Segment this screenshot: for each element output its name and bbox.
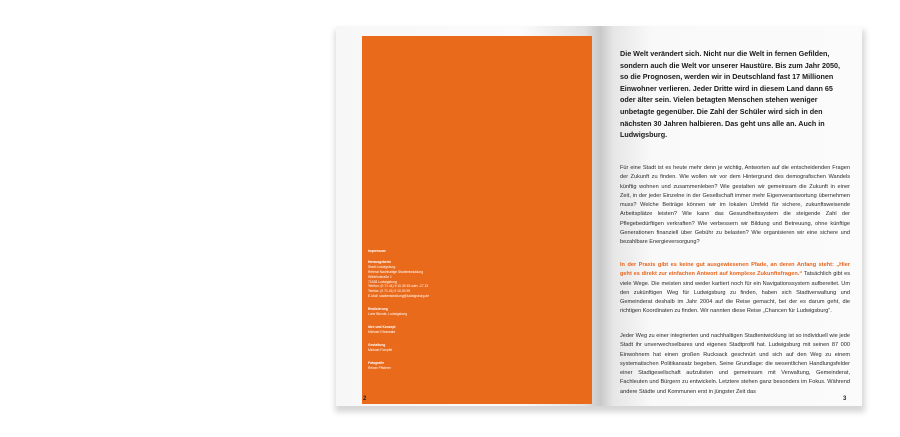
herausgeberin-line: E-Mail: stadtentwicklung@ludwigsburg.de — [368, 294, 430, 299]
left-page — [336, 26, 600, 406]
herausgeberin-line: 71638 Ludwigsburg — [368, 279, 397, 284]
herausgeberin-line: Telefax: (0 71 41) 9 10-30 99 — [368, 289, 411, 294]
right-page — [600, 26, 862, 406]
herausgeberin-heading: Herausgeberin — [368, 259, 392, 264]
fotografie-heading: Fotografie — [368, 360, 385, 365]
fotografie-value: Reiner Pfisterer — [368, 365, 391, 370]
realisierung-value: Lone Blende, Ludwigsburg — [368, 312, 408, 317]
idee-heading: Idee und Konzept — [368, 324, 396, 329]
page-number-left: 2 — [363, 396, 367, 402]
herausgeberin-line: Referat Nachhaltige Stadtentwicklung — [368, 269, 423, 274]
body-paragraph-1: Für eine Stadt ist es heute mehr denn je wichtig, Antworten auf die entscheidenden Fragen der Zukunft zu finden. Wie wollen wir vor dem Hintergrund des demografischen Wandels künftig wohnen und zusammenleben? Wie gestalten wir gemeinsam die Zukunft in einer Zeit, in der jeder Einzelne in der Gesellschaft immer mehr Eigenverantwortung übernehmen muss? Welche Beiträge können wir im lokalen Umfeld für sichere, zukunftsweisende Arbeitsplätze leisten? Wie kann das Gesundheitssystem die steigende Zahl der Pflegebedürftigen verkraften? Wie verbessern wir Bildung und Betreuung, ohne künftige Generationen finanziell über Gebühr zu belasten? Wie organisieren wir eine sichere und bezahlbare Energieversorgung? — [620, 165, 850, 246]
body-paragraph-3: Jeder Weg zu einer integrierten und nachhaltigen Stadtentwicklung ist so individuell wie jede Stadt ihr unverwechselbares und eigenes Stadtprofil hat. Ludwigsburg mit seinen 87 000 Einwohnern hat einen großen Rucksack geschnürt und sich auf den Weg zu einem systematischen Politikansatz begeben. Seine Grundlage: die wesentlichen Handlungsfelder einer Stadtgesellschaft aufzulisten und gemeinsam mit Verwaltung, Gemeinderat, Fachleuten und Bürgern zu entwickeln. Letztere stehen ganz besonders im Fokus. Während andere Städte und Kommunen erst in jüngster Zeit das — [620, 333, 850, 395]
herausgeberin-line: Telefon: (0 71 41) 9 10-30 63 oder -27 13 — [368, 284, 429, 289]
herausgeberin-line: Wilhelmstraße 1 — [368, 274, 392, 279]
impressum-block — [368, 249, 583, 370]
realisierung-heading: Realisierung — [368, 307, 388, 312]
herausgeberin-line: Stadt Ludwigsburg — [368, 264, 396, 269]
highlight-text: In der Praxis gibt es keine gut ausgewiesenen Pfade, an deren Anfang steht: „Hier geht es direkt zur einfachen Antwort auf komplexe Zukunftsfragen.“ — [620, 262, 850, 278]
impressum-title: Impressum — [368, 249, 386, 253]
page-number-right: 3 — [843, 396, 847, 402]
gestaltung-heading: Gestaltung — [368, 342, 386, 347]
idee-value: Michael Ohnewald — [368, 329, 396, 334]
gestaltung-value: Michael Fotopfel — [368, 347, 393, 352]
intro-paragraph: Die Welt verändert sich. Nicht nur die Welt in fernen Gefilden, sondern auch die Welt vor unserer Haustüre. Bis zum Jahr 2050, so die Prognosen, werden wir in Deutschland fast 17 Millionen Einwohner verlieren. Jeder Dritte wird in diesem Land dann 65 oder älter sein. Vielen betagten Menschen stehen weniger unbetagte gegenüber. Die Zahl der Schüler wird sich in den nächsten 30 Jahren halbieren. Das geht uns alle an. Auch in Ludwigsburg. — [620, 49, 840, 140]
paragraph-2-rest: Tatsächlich gibt es viele Wege. Die meisten sind weder kartiert noch für ein Navigationssystem aufbereitet. Um den zukünftigen Weg für Ludwigsburg zu finden, haben sich Stadtverwaltung und Gemeinderat deshalb im Jahr 2004 auf die Reise gemacht, bei der es darum geht, die richtigen Koordinaten zu finden. Wir nannten diese Reise „Chancen für Ludwigsburg“. — [620, 271, 850, 315]
body-paragraph-2 — [620, 261, 850, 317]
orange-panel — [362, 36, 592, 404]
